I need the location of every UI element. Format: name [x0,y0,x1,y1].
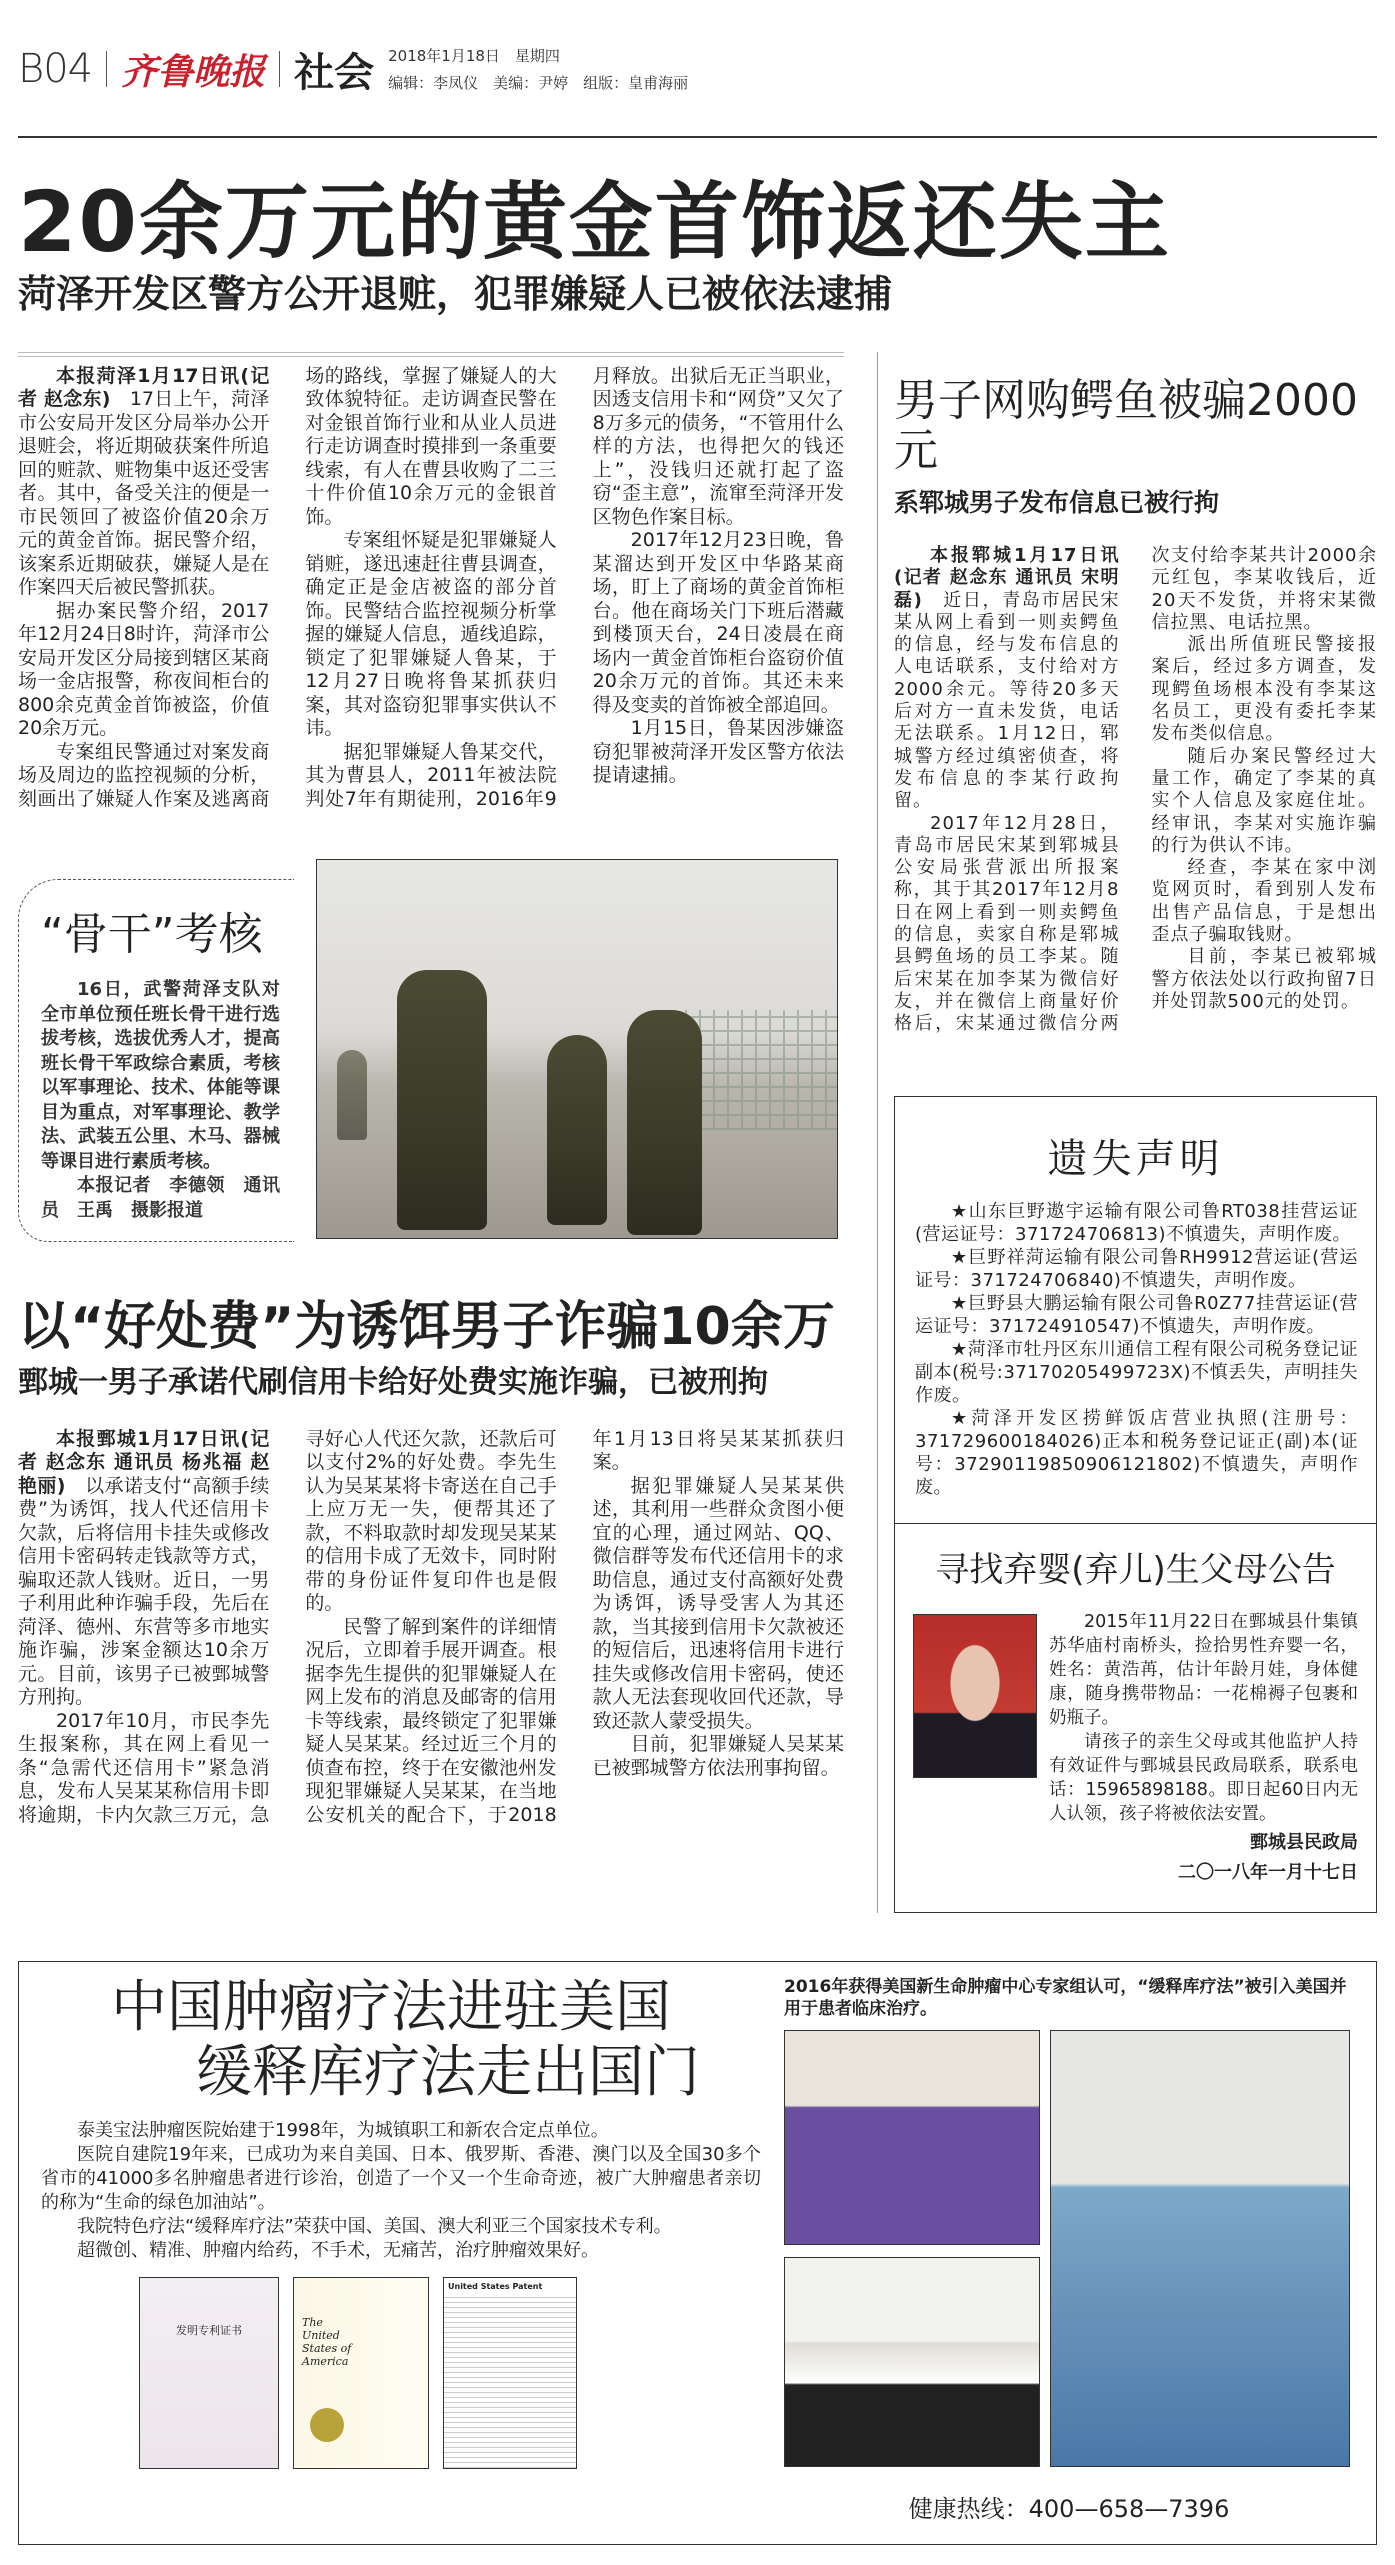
divider [279,51,280,87]
chinese-patent-certificate [139,2277,279,2469]
paragraph: 据办案民警介绍，2017年12月24日8时许，菏泽市公安局开发区分局接到辖区某商场一金店报警，称夜间柜台的800余克黄金首饰被盗，价值20余万元。 [18,599,270,740]
notice-divider [895,1523,1376,1524]
soldier-figure [627,1010,702,1235]
lost-notice-item: ★巨野县大鹏运输有限公司鲁R0Z77挂营运证(营运证号：371724910547)不慎遗失，声明作废。 [915,1292,1358,1337]
ad-title-line1: 中国肿瘤疗法进驻美国 [111,1975,671,2041]
paragraph: 据犯罪嫌疑人吴某某供述，其利用一些群众贪图小便宜的心理，通过网站、QQ、微信群等发布代还信用卡的求助信息，通过支付高额好处费为诱饵，诱导受害人为其还款，当其接到信用卡欠款被还的短信后，迅速将信用卡进行挂失或修改信用卡密码，使还款人无法套现收回代还款，导致还款人蒙受损失。 [592,1474,844,1732]
main-headline: 20余万元的黄金首饰返还失主 [18,173,1171,271]
paragraph: 随后办案民警经过大量工作，确定了李某的真实个人信息及家庭住址。经审讯，李某对实施诈骗的行为供认不讳。 [1151,745,1377,856]
us-patent-document [443,2277,577,2469]
paragraph: 2017年10月，市民李先生报案称，其在网上看见一条“急需代还信用卡”紧急消息，发布人吴某某称信用卡即将逾期，卡内欠款三万元，急寻好心人代还欠款，还款后可以支付2%的好处费。李先生认为吴某某将卡寄送在自己手上应万无一失，便帮其还了款，不料取款时却发现吴某某的信用卡成了无效卡，同时附带的身份证件复印件也是假的。 [18,1427,557,1826]
paragraph: 以承诺支付“高额手续费”为诱饵，找人代还信用卡欠款，后将信用卡挂失或修改信用卡密码转走钱款等方式，骗取还款人钱财。近日，一男子利用此种诈骗手段，先后在菏泽、德州、东营等多市地实施诈骗，涉案金额达10余万元。目前，该男子已被鄄城警方刑拘。 [18,1474,270,1709]
dateline: 本报郓城1月17日讯(记者 赵念东 通讯员 宋明磊) [894,544,1120,611]
child-notice-title: 寻找弃婴(弃儿)生父母公告 [935,1549,1336,1590]
photo-caption: 2016年获得美国新生命肿瘤中心专家组认可，“缓释库疗法”被引入美国并用于患者临床治疗。 [784,1977,1347,2020]
paragraph: 我院特色疗法“缓释库疗法”荣获中国、美国、澳大利亚三个国家技术专利。 [77,2216,672,2238]
divider [106,51,107,87]
lost-notice-item: ★菏泽市牡丹区东川通信工程有限公司税务登记证副本(税号:37170205499723X)不慎丢失，声明挂失作废。 [915,1338,1358,1406]
paragraph: 民警了解到案件的详细情况后，立即着手展开调查。根据李先生提供的犯罪嫌疑人在网上发布的消息及邮寄的信用卡等线索，最终锁定了犯罪嫌疑人吴某某。经过近三个月的侦查布控，终于在安徽池州发现犯罪嫌疑人吴某某，在当地公安机关的配合下，于2018年1月13日将吴某某抓获归案。 [305,1427,844,1826]
notice-date: 二〇一八年一月十七日 [1178,1862,1358,1884]
main-subheadline: 菏泽开发区警方公开退赃，犯罪嫌疑人已被依法逮捕 [18,272,893,317]
certificate-title: 发明专利证书 [176,2324,242,2338]
dateline: 本报鄄城1月17日讯(记者 赵念东 通讯员 杨兆福 赵艳丽) [18,1427,270,1497]
ad-title-line2: 缓释库疗法走出国门 [196,2039,700,2105]
paragraph: 专案组民警通过对案发商场及周边的监控视频的分析，刻画出了嫌疑人作案及逃离商场的路线，掌握了嫌疑人的大致体貌特征。走访调查民警在对金银首饰行业和从业人员进行走访调查时摸排到一条重要线索，有人在曹县收购了二三十件价值10余万元的金银首饰。 [18,364,557,810]
paragraph: 目前，犯罪嫌疑人吴某某已被鄄城警方依法刑事拘留。 [592,1733,844,1779]
child-photo [913,1614,1037,1778]
paragraph: 1月15日，鲁某因涉嫌盗窃犯罪被菏泽开发区警方依法提请逮捕。 [592,717,844,787]
newspaper-logo: 齐鲁晚报 [121,50,266,93]
paragraph: 近日，青岛市居民宋某从网上看到一则卖鳄鱼的信息，经与发布信息的人电话联系，支付给对方2000余元。等待20多天后对方一直未发货，电话无法联系。1月12日，郓城警方经过缜密侦查，将发布信息的李某行政拘留。 [894,589,1120,812]
photo-story-byline: 本报记者 李德领 通讯员 王禹 摄影报道 [41,1175,280,1221]
photo-story-title: “骨干”考核 [41,909,263,961]
header-rule [18,136,1377,138]
soldier-figure [337,1050,367,1140]
paragraph: 医院自建院19年来，已成功为来自美国、日本、俄罗斯、香港、澳门以及全国30多个省市的41000多名肿瘤患者进行诊治，创造了一个又一个生命奇迹，被广大肿瘤患者亲切的称为“生命的绿色加油站”。 [41,2144,761,2214]
photo-story-text: 16日，武警菏泽支队对全市单位预任班长骨干进行选拔考核，选拔优秀人才，提高班长骨干军政综合素质，考核以军事理论、技术、体能等课目为重点，对军事理论、教学法、武装五公里、木马、器械等课目进行素质考核。 [41,979,280,1172]
photo-story-caption-box [18,879,294,1242]
lost-notice-item: ★巨野祥菏运输有限公司鲁RH9912营运证(营运证号：371724706840)不慎遗失，声明作废。 [915,1246,1358,1291]
doctors-group-photo [784,2030,1040,2245]
certificate-title: United States Patent [444,2278,576,2295]
paragraph: 派出所值班民警接报案后，经过多方调查，发现鳄鱼场根本没有李某这名员工，更没有委托李某发布类似信息。 [1151,634,1377,745]
certificate-title: The United States of America [302,2316,352,2369]
fraud-headline: 以“好处费”为诱饵男子诈骗10余万 [18,1297,835,1358]
page-header [18,24,1377,114]
us-patent-certificate [293,2277,429,2469]
issue-date: 2018年1月18日 星期四 [388,47,560,65]
right-column [877,352,1377,1914]
paragraph: 2015年11月22日在鄄城县什集镇苏华庙村南桥头，捡拾男性弃婴一名，姓名：黄浩苒，估计年龄月娃，身体健康，随身携带物品：一花棉褥子包裹和奶瓶子。 [1049,1612,1358,1729]
soldier-figure [397,970,487,1230]
fraud-subheadline: 鄄城一男子承诺代刷信用卡给好处费实施诈骗，已被刑拘 [18,1365,768,1401]
main-article-body [18,365,844,812]
paragraph: 专案组怀疑是犯罪嫌疑人销赃，遂迅速赶往曹县调查，确定正是金店被盗的部分首饰。民警结合监控视频分析掌握的嫌疑人信息，遁线追踪，锁定了犯罪嫌疑人鲁某，于12月27日晚将鲁某抓获归案，其对盗窃犯罪事实供认不讳。 [305,529,557,740]
health-hotline: 健康热线：400—658—7396 [908,2495,1230,2524]
paragraph: 2017年12月28日，青岛市居民宋某到郓城县公安局张营派出所报案称，其于其2017年12月8日在网上看到一则卖鳄鱼的信息，卖家自称是郓城县鳄鱼场的员工李某。随后宋某在加李某为微信好友，并在微信上商量好价格后，宋某通过微信分两次支付给李某共计2000余元红包，李某收钱后，近20天不发货，并将宋某微信拉黑、电话拉黑。 [894,544,1377,1035]
dateline: 本报菏泽1月17日讯(记者 赵念东) [18,364,270,411]
fraud-article-body [18,1428,844,1828]
paragraph: 超微创、精准、肿瘤内给药，不手术，无痛苦，治疗肿瘤效果好。 [77,2240,599,2262]
surgery-photo [1050,2030,1350,2467]
paragraph: 目前，李某已被郓城警方依法处以行政拘留7日并处罚款500元的处罚。 [1151,946,1377,1012]
section-rule [18,352,844,357]
seal-icon [310,2408,344,2442]
soldiers-running-photo [316,859,838,1239]
paragraph: 泰美宝法肿瘤医院始建于1998年，为城镇职工和新农合定点单位。 [77,2120,609,2142]
lost-notice-item: ★山东巨野遨宇运输有限公司鲁RT038挂营运证(营运证号：371724706813)不慎遗失，声明作废。 [915,1200,1358,1245]
page-number: B04 [18,46,93,92]
ct-scanner-photo [784,2257,1040,2467]
editors-credit: 编辑：李凤仪 美编：尹婷 组版：皇甫海丽 [388,74,689,92]
notices-box [894,1096,1377,1914]
soldier-figure [547,1035,607,1225]
paragraph: 经查，李某在家中浏览网页时，看到别人发布出售产品信息，于是想出歪点子骗取钱财。 [1151,857,1377,946]
croc-subheadline: 系郓城男子发布信息已被行拘 [894,487,1220,517]
paragraph: 17日上午，菏泽市公安局开发区分局举办公开退赃会，将近期破获案件所追回的赃款、赃物集中返还受害者。其中，备受关注的便是一市民领回了被盗价值20余万元的黄金首饰。据民警介绍，该案系近期破获，嫌疑人是在作案四天后被民警抓获。 [18,388,270,599]
croc-headline: 男子网购鳄鱼被骗2000元 [894,374,1358,477]
paragraph: 请孩子的亲生父母或其他监护人持有效证件与鄄城县民政局联系，联系电话：15965898188。即日起60日内无人认领，孩子将被依法安置。 [1049,1732,1358,1825]
lost-notice-item: ★菏泽开发区捞鲜饭店营业执照(注册号：371729600184026)正本和税务登记证正(副)本(证号：372901198509061218​02)不慎遗失，声明作废。 [915,1407,1358,1498]
hospital-advertisement [18,1961,1377,2545]
section-name: 社会 [294,49,375,96]
paragraph: 据犯罪嫌疑人鲁某交代，其为曹县人，2011年被法院判处7年有期徒刑，2016年9月释放。出狱后无正当职业，因透支信用卡和“网贷”又欠了8万多元的债务，“不管用什么样的方法，也得把欠的钱还上”，没钱归还就打起了盗窃“歪主意”，流窜至菏泽开发区物色作案目标。 [305,364,844,810]
lost-notice-title: 遗失声明 [1047,1135,1224,1182]
issuer: 鄄城县民政局 [1250,1832,1358,1854]
paragraph: 2017年12月23日晚，鲁某溜达到开发区中华路某商场，盯上了商场的黄金首饰柜台。他在商场关门下班后潜藏到楼顶天台，24日凌晨在商场内一黄金首饰柜台盗窃价值20余万元的首饰。其还未来得及变卖的首饰被全部追回。 [592,529,844,716]
croc-article-body [894,545,1377,1036]
